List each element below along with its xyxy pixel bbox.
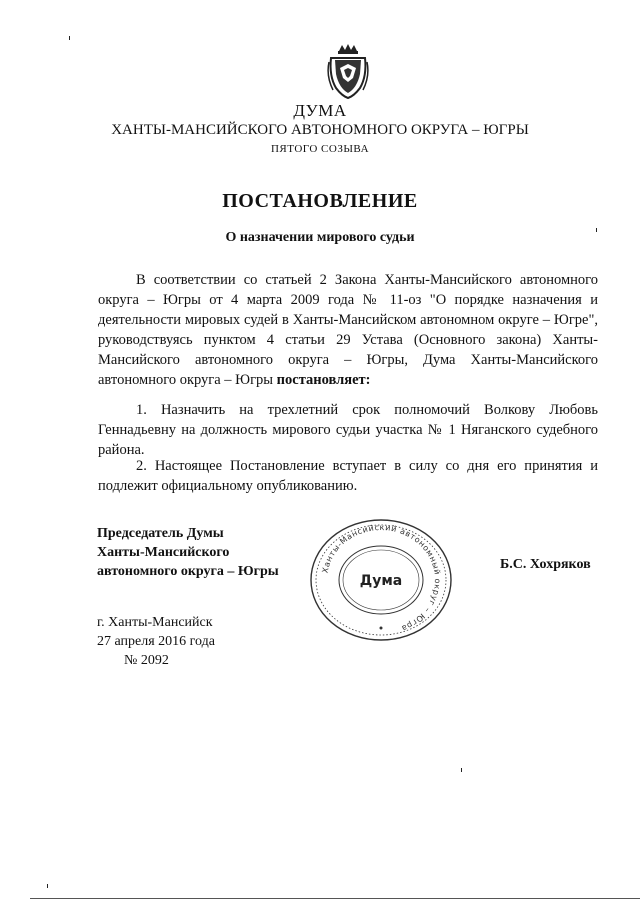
seal-center-text: Дума [359,573,403,589]
resolution-item-1: 1. Назначить на трехлетний срок полномочий Волкову Любовь Геннадьевну на должность мирового судьи участка № 1 Няганского судебного района. [98,402,598,458]
org-convocation: ПЯТОГО СОЗЫВА [270,143,370,155]
signatory-title-line: Ханты-Мансийского [97,545,230,560]
issue-city: г. Ханты-Мансийск [97,615,213,630]
scan-speck [461,768,462,772]
signatory-title-line: Председатель Думы [97,526,224,541]
org-region: ХАНТЫ-МАНСИЙСКОГО АВТОНОМНОГО ОКРУГА – ЮГРЫ [111,122,529,138]
signatory-title-line: автономного округа – Югры [97,564,279,579]
preamble-emphasis: постановляет: [276,372,371,388]
seal-ring-text: Ханты-Мансийский автономный округ – Югра [320,522,443,634]
preamble-text: В соответствии со статьей 2 Закона Ханты-Мансийского автономного округа – Югры от 4 марта 2009 года № 11-оз "О порядке назначения и деятельности мировых судей в Ханты-Мансийском автономном округе – Югре", руководствуясь пунктом 4 статьи 29 Устава (Основного закона) Ханты-Мансийского автономного округа – Югры, Дума Ханты-Мансийского автономного округа – Югры [98,272,598,388]
document-type-title: ПОСТАНОВЛЕНИЕ [222,190,418,212]
document-subject: О назначении мирового судьи [225,230,415,245]
official-seal-stamp [307,518,455,642]
document-number: № 2092 [124,653,169,668]
resolution-item-2: 2. Настоящее Постановление вступает в силу со дня его принятия и подлежит официальному опубликованию. [98,458,598,494]
issue-place-block [97,613,215,670]
scan-speck [596,228,597,232]
scan-edge-line [30,898,640,899]
coat-of-arms-emblem [327,42,369,100]
preamble-paragraph [98,270,598,390]
scan-speck [69,36,70,40]
signatory-name: Б.С. Хохряков [500,557,591,572]
signatory-title [97,524,279,581]
org-name: ДУМА [293,101,347,120]
issue-date: 27 апреля 2016 года [97,634,215,649]
scan-speck [47,884,48,888]
